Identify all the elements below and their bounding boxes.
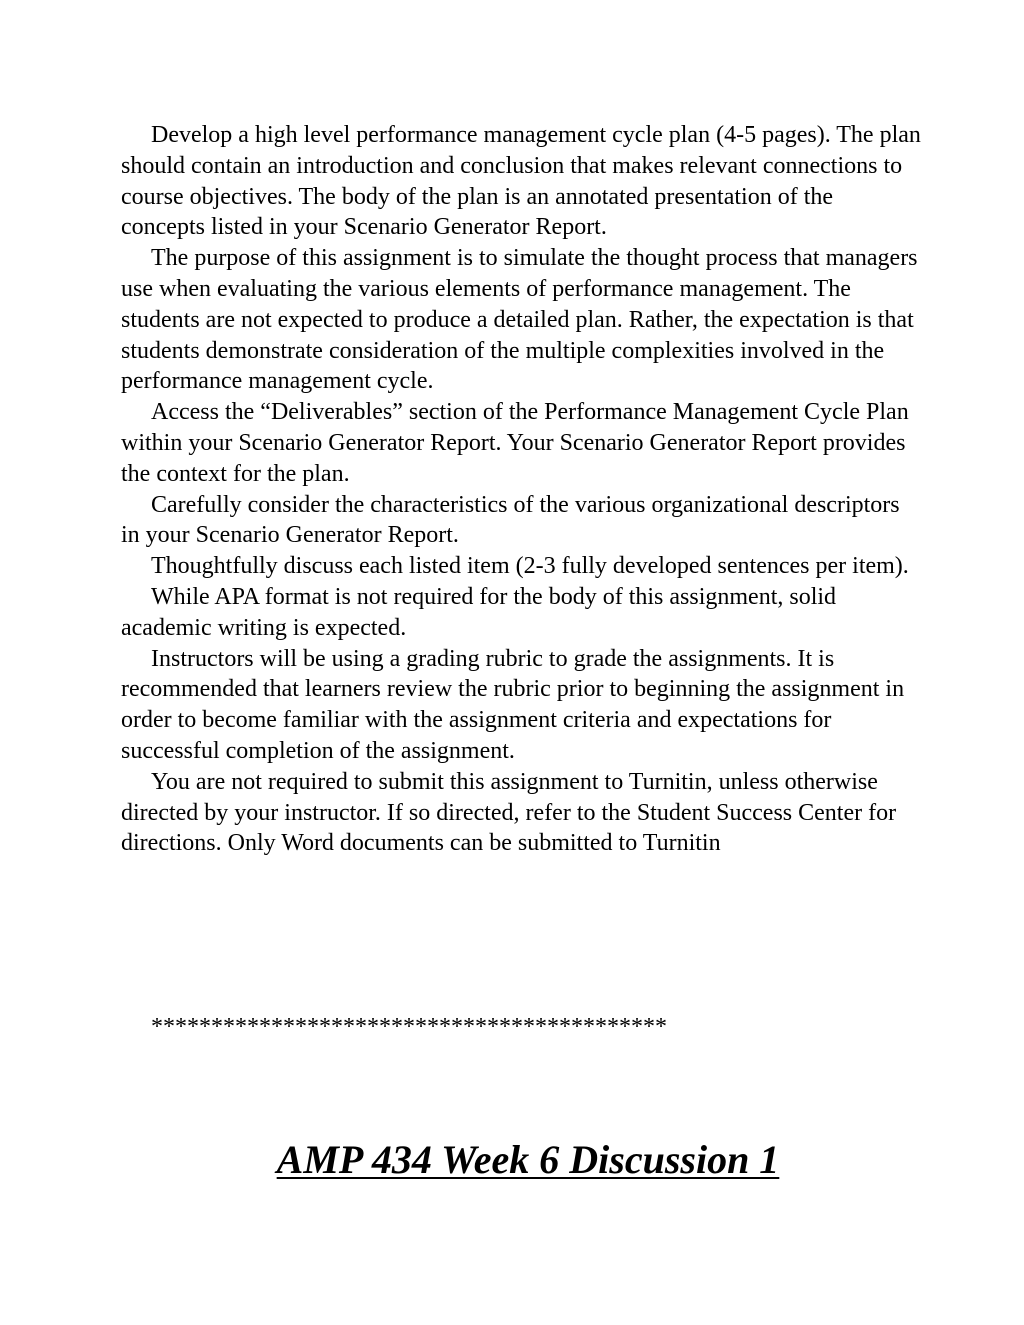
paragraph-turnitin: You are not required to submit this assignment to Turnitin, unless otherwise directed by your instructor. If so directed, refer to the Student Success Center for directions. Only Word documents can be submitted to Turnitin [121, 768, 897, 857]
paragraph-purpose: The purpose of this assignment is to simulate the thought process that managers use when evaluating the various elements of performance management. The students are not expected to produce a detailed plan. Rather, the expectation is that students demonstrate consideration of the multiple complexities involved in the performance management cycle. [121, 245, 918, 395]
asterisk-separator: ******************************************* [151, 1014, 667, 1040]
assignment-instructions [121, 120, 921, 859]
paragraph-apa-format: While APA format is not required for the body of this assignment, solid academic writing is expected. [121, 583, 837, 641]
paragraph-discuss-items: Thoughtfully discuss each listed item (2-3 fully developed sentences per item). [151, 553, 909, 580]
section-heading: AMP 434 Week 6 Discussion 1 [276, 1137, 780, 1182]
paragraph-deliverables: Access the “Deliverables” section of the Performance Management Cycle Plan within your Scenario Generator Report. Your Scenario Generator Report provides the context for the plan. [121, 399, 909, 487]
paragraph-descriptors: Carefully consider the characteristics of the various organizational descriptors in your Scenario Generator Report. [121, 491, 900, 549]
paragraph-grading-rubric: Instructors will be using a grading rubric to grade the assignments. It is recommended that learners review the rubric prior to beginning the assignment in order to become familiar with the assignment criteria and expectations for successful completion of the assignment. [121, 645, 905, 764]
paragraph-plan-overview: Develop a high level performance management cycle plan (4-5 pages). The plan should contain an introduction and conclusion that makes relevant connections to course objectives. The body of the plan is an annotated presentation of the concepts listed in your Scenario Generator Report. [121, 122, 921, 241]
